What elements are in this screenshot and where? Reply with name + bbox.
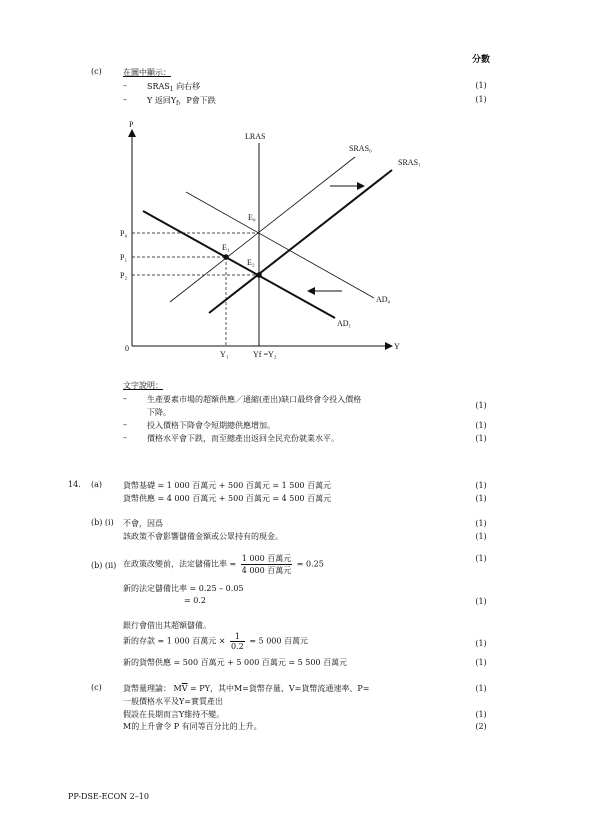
q14-bii-line-6: 新的貨幣供應 = 500 百萬元 + 5 000 百萬元 = 5 500 百萬元 bbox=[123, 658, 348, 667]
explanation-item-3: 價格水平會下跌，而至總產出返回全民充份就業水平。 bbox=[147, 434, 339, 443]
mark: (1) bbox=[475, 532, 487, 541]
q14-a-line-2: 貨幣供應 = 4 000 百萬元 + 500 百萬元 = 4 500 百萬元 bbox=[123, 494, 332, 503]
q14-a-label: (a) bbox=[91, 480, 103, 489]
mark: (1) bbox=[475, 658, 487, 667]
mark: (1) bbox=[475, 710, 487, 719]
yf-label: Yf =Y₂ bbox=[253, 350, 277, 359]
lras-label: LRAS bbox=[245, 132, 266, 141]
mark: (1) bbox=[475, 421, 487, 430]
mark: (1) bbox=[475, 434, 487, 443]
q14-bii-line-1: 在政策改變前，法定儲備比率 = $\frac{\text{1 000 百萬元}}{\text{4 000 百萬元}}$ = 0.25 bbox=[123, 554, 324, 575]
q14-c-line-4: M的上升會令 P 有同等百分比的上升。 bbox=[123, 722, 262, 731]
mark: (1) bbox=[475, 519, 487, 528]
q14-bii-label: (b) (ii) bbox=[91, 561, 117, 570]
q14-a-line-1: 貨幣基礎 = 1 000 百萬元 + 500 百萬元 = 1 500 百萬元 bbox=[123, 481, 332, 490]
ad1-label: AD₁ bbox=[337, 319, 352, 328]
mark: (1) bbox=[475, 494, 487, 503]
mark: (2) bbox=[475, 722, 487, 731]
q14-bi-line-1: 不會，因爲 bbox=[123, 519, 163, 528]
y-axis-label: Y bbox=[394, 342, 400, 351]
mark: (1) bbox=[475, 401, 487, 410]
deposit-fraction: $\frac{1}{0.2}$ bbox=[231, 632, 244, 651]
mark: (1) bbox=[475, 95, 487, 104]
p2-label: P₂ bbox=[120, 271, 128, 280]
part-c-item-2: Y 返回$Y_f$，P會下跌 bbox=[147, 96, 216, 107]
e2-point bbox=[256, 272, 262, 278]
part-c-bullet-1: – bbox=[123, 81, 127, 90]
e1-point bbox=[223, 254, 229, 260]
score-header: 分數 bbox=[472, 55, 491, 65]
sras1-line bbox=[209, 170, 392, 313]
mark: (1) bbox=[475, 481, 487, 490]
e2-label: E₂ bbox=[247, 258, 255, 267]
q14-bii-line-5: 新的存款 = 1 000 百萬元 × $\frac{1}{0.2}$ = 5 000 百萬元 bbox=[123, 632, 309, 651]
q14-bii-line-2: 新的法定儲備比率 = 0.25 – 0.05 bbox=[123, 584, 244, 593]
e1-label: E₁ bbox=[222, 243, 230, 252]
explanation-item-1: 生產要素市場的超額供應／通縮(產出)缺口最終會令投入價格 bbox=[147, 395, 362, 404]
q14-c-line-1: 貨幣量理論： $M\overline{V}$ = PY，其中M=貨幣存量、V=貨幣流通速率、P= bbox=[123, 684, 370, 693]
ad0-line bbox=[186, 192, 374, 298]
explanation-bullet-2: – bbox=[123, 420, 127, 429]
mark: (1) bbox=[475, 597, 487, 606]
part-c-bullet-2: – bbox=[123, 95, 127, 104]
q14-number: 14. bbox=[68, 480, 81, 489]
part-c-item-1: $SRAS_1$ 向右移 bbox=[147, 82, 201, 93]
sras0-label: SRAS₀ bbox=[349, 144, 372, 153]
page-footer-code: PP-DSE-ECON 2–10 bbox=[68, 792, 149, 801]
y1-label: Y₁ bbox=[220, 350, 229, 359]
q14-c-line-2: 一般價格水平及Y=實質產出 bbox=[123, 697, 223, 706]
p-axis-label: P bbox=[129, 120, 134, 129]
p1-label: P₁ bbox=[120, 253, 128, 262]
explanation-item-2: 投入價格下降會令短期總供應增加。 bbox=[147, 421, 275, 430]
ad1-line bbox=[143, 211, 335, 318]
ad0-label: AD₀ bbox=[376, 295, 391, 304]
explanation-bullet-1: – bbox=[123, 394, 127, 403]
q14-bii-line-4: 銀行會借出其超額儲備。 bbox=[123, 621, 211, 630]
q14-bi-line-2: 該政策不會影響儲備金額或公眾持有的現金。 bbox=[123, 532, 283, 541]
e0-label: E₀ bbox=[248, 213, 256, 222]
p0-label: P₀ bbox=[120, 229, 128, 238]
sras1-label: SRAS₁ bbox=[398, 158, 421, 167]
mark: (1) bbox=[475, 554, 487, 563]
ad-as-diagram bbox=[0, 0, 591, 400]
explanation-bullet-3: – bbox=[123, 433, 127, 442]
mark: (1) bbox=[475, 639, 487, 648]
part-c-label: (c) bbox=[91, 67, 102, 76]
part-c-heading: 在圖中顯示： bbox=[123, 68, 171, 77]
mark: (1) bbox=[475, 81, 487, 90]
q14-c-line-3: 假設在長期而言Y維持不變。 bbox=[123, 710, 225, 719]
q14-bi-label: (b) (i) bbox=[91, 518, 114, 527]
sras0-line bbox=[170, 157, 355, 302]
q14-c-label: (c) bbox=[91, 683, 102, 692]
mark: (1) bbox=[475, 684, 487, 693]
explanation-heading: 文字說明： bbox=[123, 381, 163, 390]
explanation-item-1-cont: 下降。 bbox=[147, 408, 171, 417]
q14-bii-line-3: = 0.2 bbox=[184, 596, 206, 605]
ratio-fraction: $\frac{\text{1 000 百萬元}}{\text{4 000 百萬元}}$ bbox=[241, 554, 292, 575]
origin-label: 0 bbox=[125, 344, 129, 353]
